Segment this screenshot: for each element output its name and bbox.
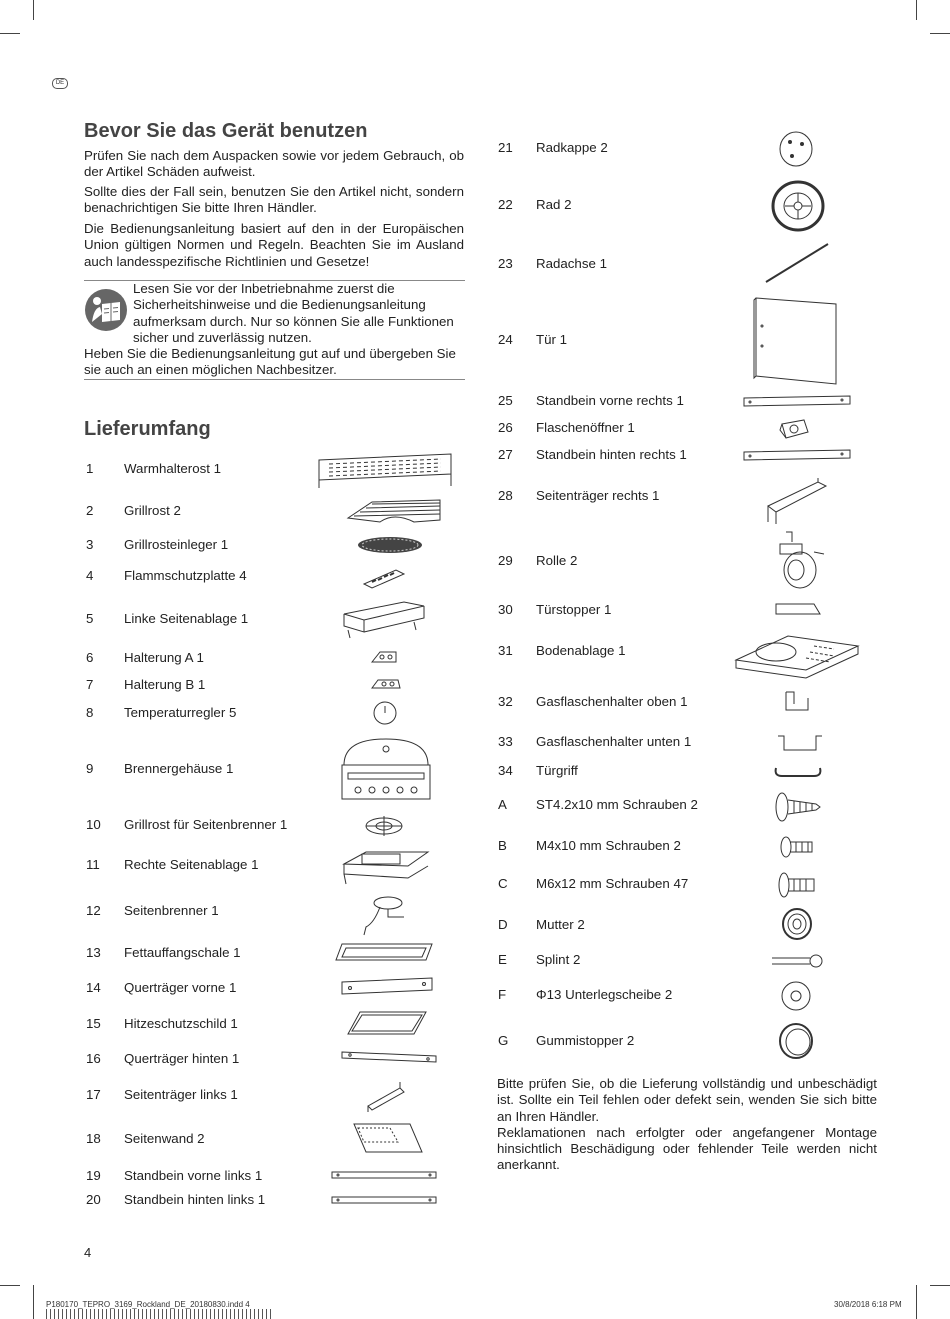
footer-timestamp: 30/8/2018 6:18 PM	[834, 1300, 902, 1309]
divider	[84, 379, 465, 380]
rubber-stopper-icon	[778, 1022, 814, 1060]
heat-shield-icon	[344, 1008, 430, 1038]
washer-icon	[780, 980, 812, 1012]
door-icon	[752, 296, 840, 386]
language-badge: DE	[52, 78, 68, 89]
side-panel-icon	[350, 1120, 426, 1156]
section-heading-scope-of-delivery: Lieferumfang	[84, 418, 211, 440]
nut-icon	[780, 906, 814, 942]
screw-b-icon	[778, 834, 816, 860]
grate-insert-icon	[356, 536, 424, 554]
closing-paragraph	[497, 1076, 877, 1174]
burner-housing-icon	[338, 735, 434, 803]
crop-mark	[930, 33, 950, 34]
bottle-opener-icon	[778, 416, 812, 442]
crop-mark	[930, 1285, 950, 1286]
gas-holder-bottom-icon	[776, 732, 824, 754]
door-stopper-icon	[774, 600, 822, 618]
closing-line-1: Bitte prüfen Sie, ob die Lieferung vollständig und unbeschädigt ist. Sollte ein Teil fehlen oder defekt sein, wenden Sie sich bitte an Ihren Händler.	[497, 1076, 877, 1124]
grill-grate-icon	[344, 498, 444, 524]
footer-barcode	[46, 1309, 271, 1319]
crop-mark	[0, 33, 20, 34]
paragraph: Prüfen Sie nach dem Auspacken sowie vor jedem Gebrauch, ob der Artikel Schäden aufweist.	[84, 148, 464, 180]
knob-icon	[372, 700, 398, 726]
manual-note: Lesen Sie vor der Inbetriebnahme zuerst die Sicherheitshinweise und die Bedienungsanleitung aufmerksam durch. Nur so können Sie alle Funktionen sicher und zuverlässig nutzen.	[133, 281, 454, 345]
flame-tamer-icon	[362, 566, 406, 590]
side-burner-icon	[360, 893, 410, 937]
grease-tray-icon	[332, 940, 436, 964]
axle-icon	[762, 240, 832, 286]
paragraph: Die Bedienungsanleitung basiert auf den in der Europäischen Union gültigen Normen und Regeln. Beachten Sie im Ausland auch landesspezifische Richtlinien und Gesetze!	[84, 221, 464, 269]
wheel-icon	[770, 180, 826, 232]
bracket-b-icon	[370, 676, 402, 694]
read-manual-icon	[84, 288, 128, 332]
bottom-shelf-icon	[734, 632, 860, 680]
footer-filename: P180170_TEPRO_3169_Rockland_DE_20180830.indd 4	[46, 1300, 250, 1309]
crossbar-front-icon	[340, 976, 436, 998]
crop-mark	[33, 1285, 34, 1319]
bracket-a-icon	[370, 648, 400, 666]
door-handle-icon	[772, 764, 824, 780]
page-number: 4	[84, 1245, 92, 1260]
closing-line-2: Reklamationen nach erfolgter oder angefangener Montage hinsichtlich Beschädigung oder fehlender Teile werden nicht anerkannt.	[497, 1124, 877, 1173]
warming-rack-icon	[315, 452, 455, 488]
caster-icon	[766, 530, 830, 590]
side-support-right-icon	[764, 476, 830, 526]
burner-grate-icon	[362, 812, 406, 838]
leg-rear-left-icon	[330, 1194, 438, 1206]
paragraph: Sollte dies der Fall sein, benutzen Sie den Artikel nicht, sondern benachrichtigen Sie bitte Ihren Händler.	[84, 184, 464, 216]
screw-c-icon	[776, 870, 818, 900]
leg-front-right-icon	[742, 394, 852, 408]
side-shelf-icon	[338, 600, 428, 642]
manual-note-keep: Heben Sie die Bedienungsanleitung gut auf und übergeben Sie sie auch an einen möglichen Nachbesitzer.	[84, 346, 456, 378]
split-pin-icon	[770, 952, 826, 970]
side-support-left-icon	[364, 1080, 408, 1114]
leg-rear-right-icon	[742, 448, 852, 462]
leg-front-left-icon	[330, 1169, 438, 1181]
section-heading-before-use: Bevor Sie das Gerät benutzen	[84, 120, 368, 142]
hubcap-icon	[778, 130, 814, 168]
crop-mark	[33, 0, 34, 20]
crop-mark	[916, 0, 917, 20]
side-shelf-burner-icon	[338, 848, 432, 888]
gas-holder-top-icon	[782, 688, 812, 720]
crop-mark	[0, 1285, 20, 1286]
crossbar-rear-icon	[340, 1048, 438, 1066]
screw-a-icon	[772, 790, 822, 824]
crop-mark	[916, 1285, 917, 1319]
